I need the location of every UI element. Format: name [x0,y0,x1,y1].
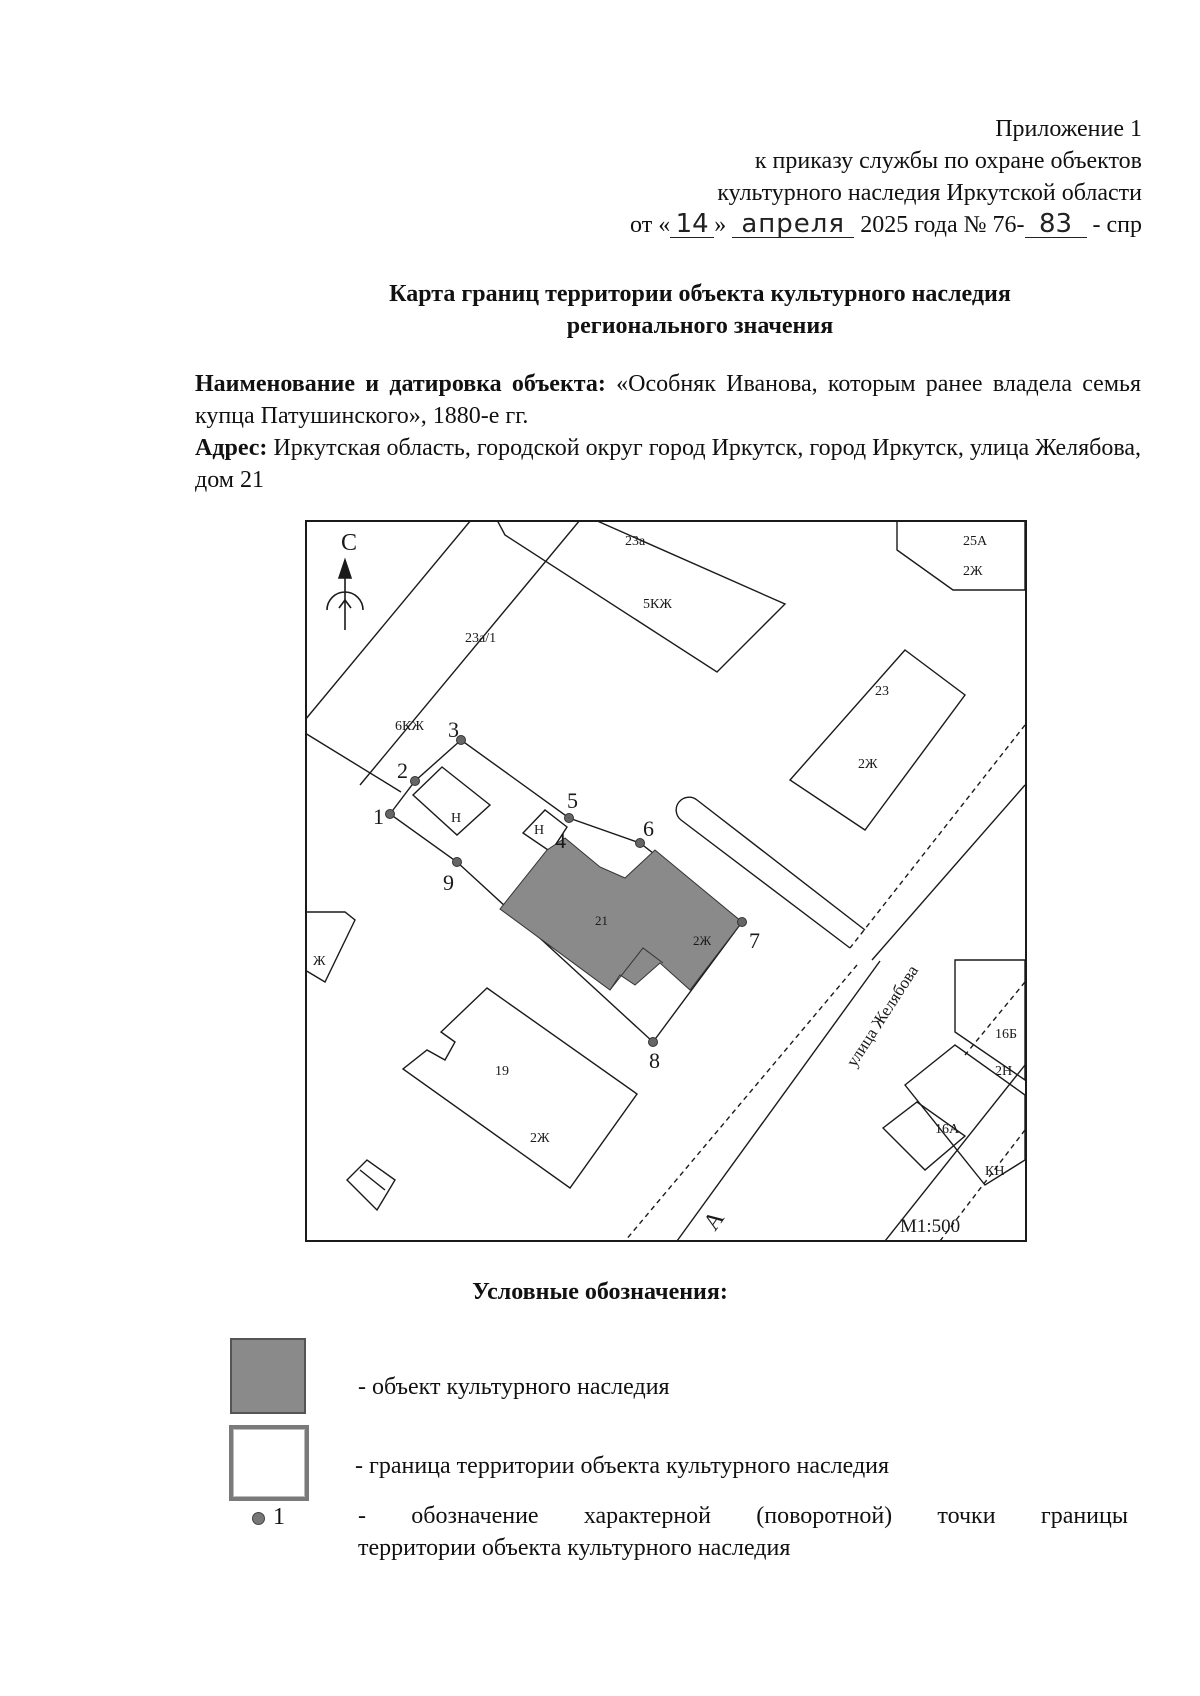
object-name-value: «Особняк Иванова, которым ранее владела семья купца Патушинского», 1880-е гг. [195,371,1142,429]
document-title [195,278,1200,342]
boundary-point-8 [649,1038,658,1047]
object-address-label: Адрес: [195,435,268,461]
point-label-2: 2 [397,758,408,783]
label-19: 19 [495,1064,509,1079]
handwritten-order-number: 83 [1025,211,1087,238]
legend-item-boundary: - граница территории объекта культурного наследия [355,1453,890,1479]
title-line-1: Карта границ территории объекта культурного наследия [389,281,1011,307]
order-suffix: - спр [1086,212,1142,238]
label-21: 21 [595,913,608,928]
point-label-5: 5 [567,788,578,813]
handwritten-month: апреля [732,211,854,238]
label-21-type: 2Ж [693,933,712,948]
boundary-point-2 [411,777,420,786]
object-address [195,432,1141,496]
handwritten-day: 14 [670,211,714,238]
label-n-left: Н [451,811,462,826]
header-line-1: Приложение 1 [995,116,1142,142]
north-label: С [341,530,358,556]
boundary-map [305,520,1027,1242]
legend-item-heritage: - объект культурного наследия [358,1374,670,1400]
date-prefix: от « [630,212,671,238]
point-label-1: 1 [373,804,384,829]
label-25a-type: 2Ж [963,564,983,579]
boundary-point-9 [453,858,462,867]
object-name-label: Наименование и датировка объекта: [195,371,606,397]
point-label-6: 6 [643,816,654,841]
scale-label: М1:500 [900,1216,961,1237]
point-label-4: 4 [555,828,566,853]
header-date-line [442,209,1142,241]
legend-boundary-swatch [229,1425,309,1501]
boundary-point-1 [386,810,395,819]
road-label: А [698,1206,730,1236]
legend-point-number: 1 [273,1504,285,1530]
legend-point-sample [252,1502,285,1532]
date-year: 2025 года № 76- [854,212,1025,238]
legend-point-dot-icon [252,1512,265,1525]
label-16a-type: КН [985,1164,1005,1179]
legend-heritage-swatch [230,1338,306,1414]
label-16a: 16А [935,1122,960,1137]
point-label-9: 9 [443,870,454,895]
label-23a: 23а [625,534,646,549]
date-mid: » [714,212,727,238]
label-6kzh: 6КЖ [395,719,424,734]
legend-item-point-line-1: - обозначение характерной (поворотной) точки границы [358,1503,1128,1529]
label-16b: 16Б [995,1027,1018,1042]
object-name [195,368,1141,432]
label-23a1: 23а/1 [465,631,497,646]
label-5kzh: 5КЖ [643,597,672,612]
point-label-7: 7 [749,928,760,953]
legend-title: Условные обозначения: [472,1279,728,1305]
point-label-3: 3 [448,717,459,742]
label-n-right: Н [534,823,545,838]
label-25a: 25А [963,534,988,549]
legend-item-point [358,1500,1128,1564]
header-line-3: культурного наследия Иркутской области [717,180,1142,206]
street-label: улица Желябова [842,961,923,1071]
title-line-2: регионального значения [566,313,834,339]
object-info [195,368,1141,496]
header-line-2: к приказу службы по охране объектов [754,148,1142,174]
point-label-8: 8 [649,1048,660,1073]
label-19-type: 2Ж [530,1131,550,1146]
boundary-point-7 [738,918,747,927]
label-zh-left: Ж [313,954,326,969]
legend-item-point-line-2: территории объекта культурного наследия [358,1535,791,1561]
label-23-type: 2Ж [858,757,878,772]
label-16b-type: 2Н [995,1064,1013,1079]
document-header [442,113,1142,241]
label-23: 23 [875,684,889,699]
object-address-value: Иркутская область, городской округ город Иркутск, город Иркутск, улица Желябова, дом 21 [195,435,1141,493]
